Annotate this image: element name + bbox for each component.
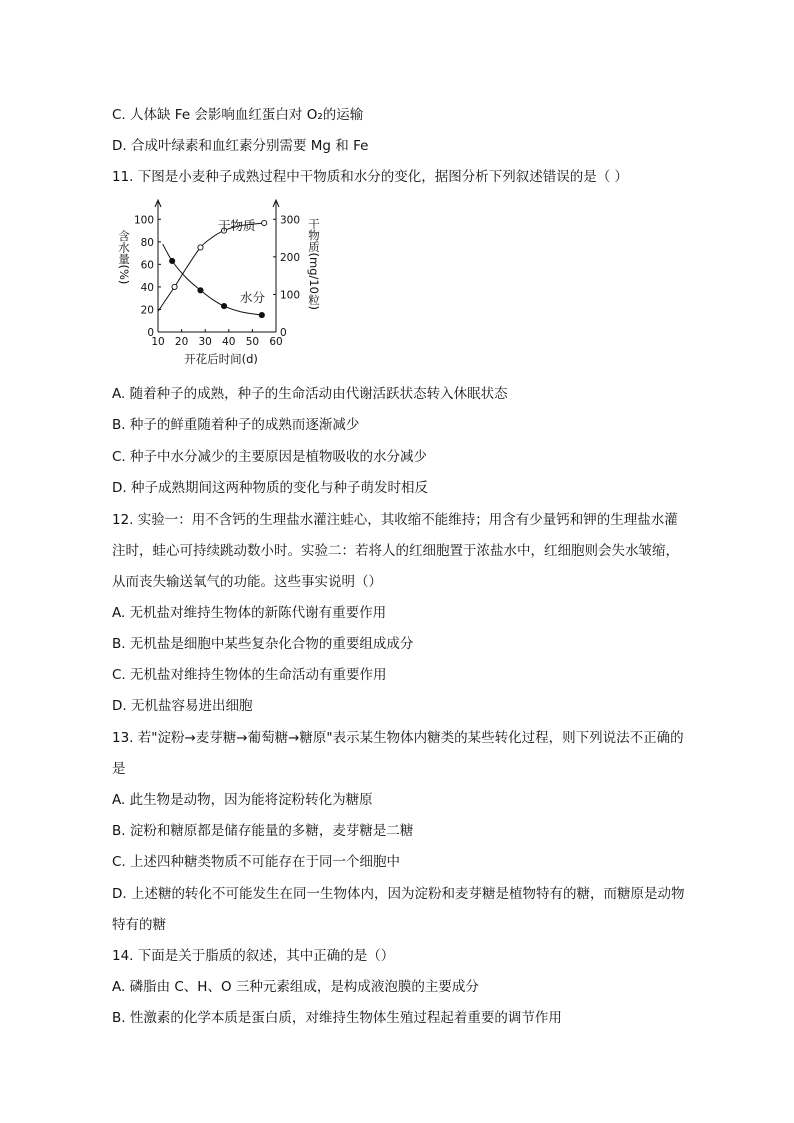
option-11prev-c: C. 人体缺 Fe 会影响血红蛋白对 O₂的运输 xyxy=(112,107,364,123)
q14-option-a: A. 磷脂由 C、H、O 三种元素组成，是构成液泡膜的主要成分 xyxy=(112,979,479,995)
q12-option-b: B. 无机盐是细胞中某些复杂化合物的重要组成成分 xyxy=(112,636,414,652)
water-point xyxy=(170,258,175,263)
y-right-axis-title: 干物质(mg/10粒) xyxy=(307,218,321,310)
water-point xyxy=(259,312,264,317)
y-left-tick-label: 20 xyxy=(140,304,154,317)
question-13-stem-1: 13. 若"淀粉→麦芽糖→葡萄糖→糖原"表示某生物体内糖类的某些转化过程，则下列说法不正确的 xyxy=(112,730,684,746)
q13-option-a: A. 此生物是动物，因为能将淀粉转化为糖原 xyxy=(112,792,373,808)
question-12-stem-1: 12. 实验一：用不含钙的生理盐水灌注蛙心，其收缩不能维持；用含有少量钙和钾的生理盐水灌 xyxy=(112,512,678,528)
x-tick-label: 60 xyxy=(269,336,283,348)
question-13-stem-2: 是 xyxy=(112,761,126,777)
seed-maturation-chart xyxy=(106,196,346,372)
q12-option-d: D. 无机盐容易进出细胞 xyxy=(112,698,253,714)
water-point xyxy=(198,288,203,293)
q11-option-a: A. 随着种子的成熟，种子的生命活动由代谢活跃状态转入休眠状态 xyxy=(112,386,508,402)
x-tick-label: 30 xyxy=(198,336,212,348)
question-12-stem-2: 注时，蛙心可持续跳动数小时。实验二：若将人的红细胞置于浓盐水中，红细胞则会失水皱缩， xyxy=(112,543,679,559)
x-tick-label: 20 xyxy=(174,336,189,348)
q14-option-b: B. 性激素的化学本质是蛋白质，对维持生物体生殖过程起着重要的调节作用 xyxy=(112,1010,562,1026)
series-label-dry-matter: 干物质 xyxy=(218,218,256,233)
dry-matter-point xyxy=(262,220,267,225)
chart-axes xyxy=(155,200,279,332)
question-11-stem: 11. 下图是小麦种子成熟过程中干物质和水分的变化，据图分析下列叙述错误的是（ ） xyxy=(112,169,629,185)
y-left-tick-label: 60 xyxy=(140,259,154,272)
q13-option-c: C. 上述四种糖类物质不可能存在于同一个细胞中 xyxy=(112,854,401,870)
q11-option-b: B. 种子的鲜重随着种子的成熟而逐渐减少 xyxy=(112,417,360,433)
y-right-tick-label: 200 xyxy=(280,251,301,264)
y-right-tick-label: 0 xyxy=(280,327,287,339)
dry-matter-point xyxy=(198,245,203,250)
series-label-water: 水分 xyxy=(240,290,266,305)
x-axis-title: 开花后时间(d) xyxy=(184,352,258,366)
water-point xyxy=(221,303,226,308)
question-14-stem: 14. 下面是关于脂质的叙述，其中正确的是（） xyxy=(112,948,395,964)
q13-option-b: B. 淀粉和糖原都是储存能量的多糖，麦芽糖是二糖 xyxy=(112,823,414,839)
x-tick-label: 10 xyxy=(151,336,165,348)
x-tick-label: 50 xyxy=(245,336,260,348)
q11-option-c: C. 种子中水分减少的主要原因是植物吸收的水分减少 xyxy=(112,449,428,465)
option-11prev-d: D. 合成叶绿素和血红素分别需要 Mg 和 Fe xyxy=(112,138,369,154)
y-right-tick-label: 300 xyxy=(280,214,301,227)
x-tick-label: 40 xyxy=(222,336,236,348)
q12-option-c: C. 无机盐对维持生物体的生命活动有重要作用 xyxy=(112,667,387,683)
q11-option-d: D. 种子成熟期间这两种物质的变化与种子萌发时相反 xyxy=(112,480,428,496)
q13-option-d-2: 特有的糖 xyxy=(112,917,166,933)
y-left-axis-title: 含水量(%) xyxy=(117,230,131,285)
dry-matter-point xyxy=(172,284,177,289)
question-12-stem-3: 从而丧失输送氧气的功能。这些事实说明（） xyxy=(112,574,382,590)
y-left-tick-label: 80 xyxy=(140,236,154,249)
y-left-tick-label: 40 xyxy=(140,281,154,294)
y-left-tick-label: 0 xyxy=(147,327,154,339)
y-left-tick-label: 100 xyxy=(133,214,154,227)
q13-option-d-1: D. 上述糖的转化不可能发生在同一生物体内，因为淀粉和麦芽糖是植物特有的糖，而糖原是动物 xyxy=(112,886,685,902)
q12-option-a: A. 无机盐对维持生物体的新陈代谢有重要作用 xyxy=(112,605,387,621)
y-right-tick-label: 100 xyxy=(280,289,301,302)
